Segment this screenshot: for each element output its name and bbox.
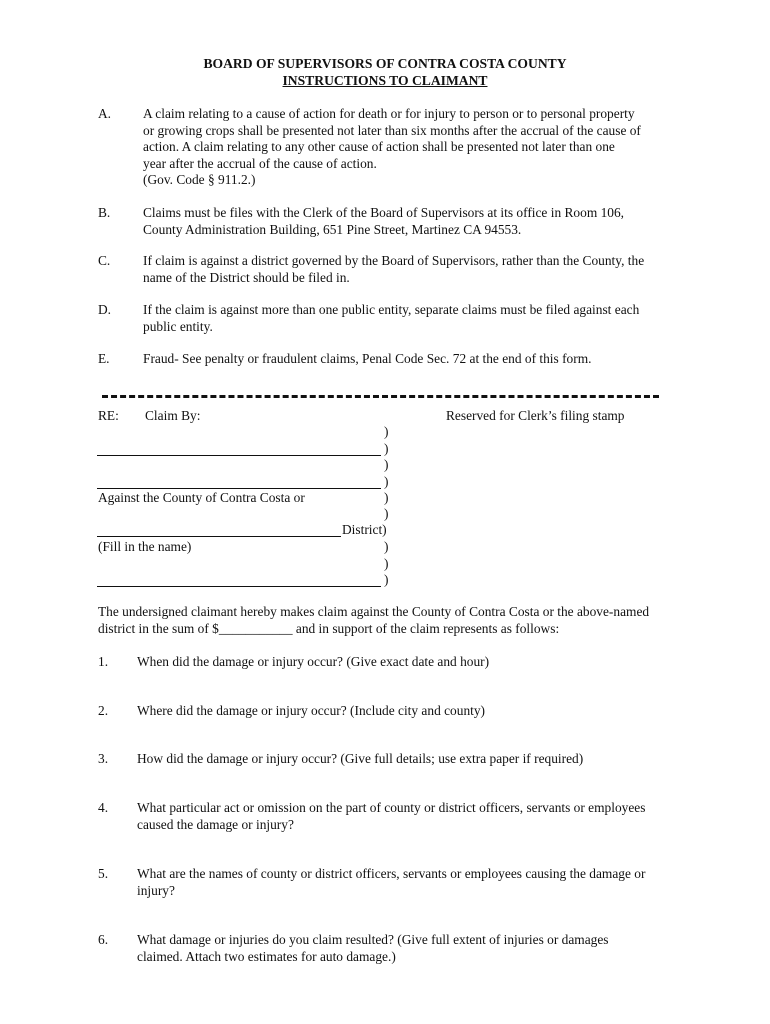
claim-statement-line-1: The undersigned claimant hereby makes claim against the County of Contra Costa or the above-named — [98, 604, 650, 619]
question-6-line: What damage or injuries do you claim resulted? (Give full extent of injuries or damages — [137, 932, 609, 947]
question-number-2: 2. — [98, 703, 109, 718]
question-text-2: Where did the damage or injury occur? (Include city and county) — [137, 703, 486, 718]
question-4-line: caused the damage or injury? — [137, 816, 294, 832]
instruction-a-line: action. A claim relating to any other cause of action shall be presented not later than one — [143, 139, 615, 155]
instruction-label-d: D. — [98, 302, 112, 317]
paren: ) — [384, 572, 389, 587]
paren: ) — [384, 474, 389, 489]
question-5-line: What are the names of county or district officers, servants or employees causing the damage or — [137, 866, 646, 881]
instruction-a-line: (Gov. Code § 911.2.) — [143, 172, 256, 188]
re-label: RE: — [98, 408, 119, 423]
instruction-a-line: year after the accrual of the cause of action. — [143, 155, 377, 171]
question-text-4 — [137, 800, 645, 833]
question-6-line: claimed. Attach two estimates for auto damage.) — [137, 948, 396, 964]
instruction-c-line: If claim is against a district governed by the Board of Supervisors, rather than the County, the — [143, 253, 645, 268]
question-4-line: What particular act or omission on the part of county or district officers, servants or employees — [137, 800, 646, 815]
district-label: District) — [342, 522, 387, 537]
instruction-text-b — [143, 205, 624, 238]
question-number-1: 1. — [98, 654, 109, 669]
question-text-5 — [137, 866, 645, 899]
instruction-label-b: B. — [98, 205, 111, 220]
question-number-6: 6. — [98, 932, 109, 947]
claimant-name-line-2[interactable] — [97, 488, 381, 489]
instruction-text-a — [143, 106, 641, 189]
question-text-6 — [137, 932, 609, 965]
paren: ) — [384, 506, 389, 521]
claimant-name-line-1[interactable] — [97, 455, 381, 456]
instruction-label-a: A. — [98, 106, 112, 121]
instruction-label-c: C. — [98, 253, 111, 268]
clerk-stamp-label: Reserved for Clerk’s filing stamp — [446, 408, 625, 423]
paren: ) — [384, 424, 389, 439]
paren: ) — [384, 441, 389, 456]
district-name-line[interactable] — [97, 536, 341, 537]
question-number-5: 5. — [98, 866, 109, 881]
paren: ) — [384, 490, 389, 505]
form-subtitle-text: INSTRUCTIONS TO CLAIMANT — [282, 73, 488, 88]
instruction-d-line: public entity. — [143, 318, 213, 334]
question-text-1: When did the damage or injury occur? (Give exact date and hour) — [137, 654, 490, 669]
instruction-text-d — [143, 302, 639, 335]
instruction-b-line: County Administration Building, 651 Pine Street, Martinez CA 94553. — [143, 221, 522, 237]
question-number-3: 3. — [98, 751, 109, 766]
fill-in-name-label: (Fill in the name) — [98, 539, 192, 554]
claim-statement-line-2: district in the sum of $___________ and in support of the claim represents as follows: — [98, 621, 560, 636]
form-title: BOARD OF SUPERVISORS OF CONTRA COSTA COUNTY — [203, 56, 567, 71]
question-5-line: injury? — [137, 882, 175, 898]
instruction-b-line: Claims must be files with the Clerk of the Board of Supervisors at its office in Room 106, — [143, 205, 625, 220]
paren: ) — [384, 457, 389, 472]
district-name-line-2[interactable] — [97, 586, 381, 587]
paren: ) — [384, 539, 389, 554]
instruction-d-line: If the claim is against more than one public entity, separate claims must be filed against each — [143, 302, 640, 317]
instruction-label-e: E. — [98, 351, 110, 366]
instruction-text-c — [143, 253, 644, 286]
instruction-a-line: A claim relating to a cause of action for death or for injury to person or to personal property — [143, 106, 635, 121]
against-county-label: Against the County of Contra Costa or — [98, 490, 305, 505]
section-divider — [102, 395, 659, 398]
instruction-a-line: or growing crops shall be presented not later than six months after the accrual of the cause of — [143, 122, 641, 138]
instruction-text-e: Fraud- See penalty or fraudulent claims, Penal Code Sec. 72 at the end of this form. — [143, 351, 592, 366]
paren: ) — [384, 556, 389, 571]
claim-by-label: Claim By: — [145, 408, 201, 423]
form-subtitle — [0, 73, 770, 90]
question-text-3: How did the damage or injury occur? (Give full details; use extra paper if required) — [137, 751, 584, 766]
question-number-4: 4. — [98, 800, 109, 815]
instruction-c-line: name of the District should be filed in. — [143, 269, 350, 285]
